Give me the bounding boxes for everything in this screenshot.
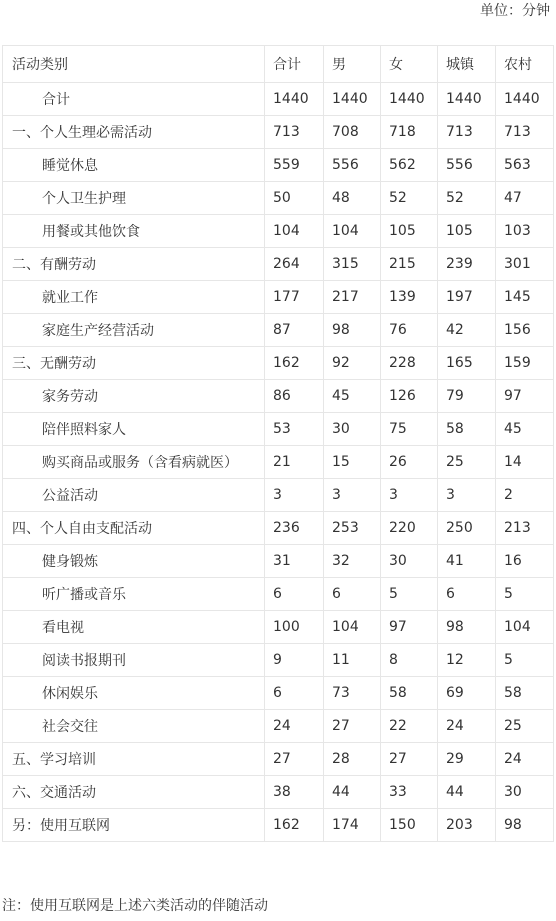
cell-female: 22 — [381, 710, 438, 743]
cell-male: 48 — [324, 182, 381, 215]
cell-female: 718 — [381, 116, 438, 149]
cell-urban: 197 — [438, 281, 496, 314]
cell-male: 3 — [324, 479, 381, 512]
cell-total: 264 — [265, 248, 324, 281]
cell-female: 105 — [381, 215, 438, 248]
table-row — [3, 413, 554, 446]
cell-urban: 58 — [438, 413, 496, 446]
cell-male: 104 — [324, 611, 381, 644]
cell-total: 31 — [265, 545, 324, 578]
column-header-rural: 农村 — [496, 46, 554, 83]
cell-rural: 5 — [496, 644, 554, 677]
row-label: 用餐或其他饮食 — [42, 224, 140, 240]
table-header-row — [3, 46, 554, 83]
table-row — [3, 182, 554, 215]
cell-urban: 41 — [438, 545, 496, 578]
cell-male: 253 — [324, 512, 381, 545]
row-label-cell — [3, 380, 265, 413]
row-label: 公益活动 — [42, 488, 98, 504]
row-label-cell — [3, 149, 265, 182]
cell-total: 24 — [265, 710, 324, 743]
cell-urban: 105 — [438, 215, 496, 248]
cell-total: 6 — [265, 677, 324, 710]
cell-urban: 25 — [438, 446, 496, 479]
row-label: 睡觉休息 — [42, 158, 98, 174]
cell-total: 9 — [265, 644, 324, 677]
cell-total: 236 — [265, 512, 324, 545]
cell-male: 708 — [324, 116, 381, 149]
table-row — [3, 281, 554, 314]
cell-male: 174 — [324, 809, 381, 842]
table-row — [3, 149, 554, 182]
row-label: 五、学习培训 — [12, 752, 96, 768]
cell-urban: 1440 — [438, 83, 496, 116]
cell-urban: 29 — [438, 743, 496, 776]
cell-total: 1440 — [265, 83, 324, 116]
time-use-table — [2, 45, 554, 842]
cell-total: 162 — [265, 347, 324, 380]
cell-total: 3 — [265, 479, 324, 512]
table-row — [3, 677, 554, 710]
cell-female: 220 — [381, 512, 438, 545]
row-label: 六、交通活动 — [12, 785, 96, 801]
cell-rural: 713 — [496, 116, 554, 149]
row-label-cell — [3, 479, 265, 512]
cell-male: 32 — [324, 545, 381, 578]
row-label: 三、无酬劳动 — [12, 356, 96, 372]
row-label-cell — [3, 611, 265, 644]
table-row — [3, 347, 554, 380]
cell-total: 21 — [265, 446, 324, 479]
cell-urban: 79 — [438, 380, 496, 413]
row-label: 家庭生产经营活动 — [42, 323, 154, 339]
cell-rural: 156 — [496, 314, 554, 347]
cell-female: 126 — [381, 380, 438, 413]
cell-male: 315 — [324, 248, 381, 281]
column-header-male: 男 — [324, 46, 381, 83]
cell-urban: 52 — [438, 182, 496, 215]
cell-female: 97 — [381, 611, 438, 644]
row-label-cell — [3, 446, 265, 479]
row-label-cell — [3, 545, 265, 578]
cell-rural: 1440 — [496, 83, 554, 116]
cell-female: 8 — [381, 644, 438, 677]
cell-urban: 3 — [438, 479, 496, 512]
row-label: 社会交往 — [42, 719, 98, 735]
cell-rural: 301 — [496, 248, 554, 281]
row-label-cell — [3, 281, 265, 314]
cell-male: 92 — [324, 347, 381, 380]
row-label-cell — [3, 413, 265, 446]
cell-total: 559 — [265, 149, 324, 182]
cell-female: 75 — [381, 413, 438, 446]
column-header-urban: 城镇 — [438, 46, 496, 83]
cell-rural: 30 — [496, 776, 554, 809]
cell-female: 26 — [381, 446, 438, 479]
row-label: 合计 — [42, 92, 70, 108]
table-row — [3, 809, 554, 842]
cell-rural: 97 — [496, 380, 554, 413]
row-label: 看电视 — [42, 620, 84, 636]
cell-rural: 47 — [496, 182, 554, 215]
cell-female: 139 — [381, 281, 438, 314]
row-label: 二、有酬劳动 — [12, 257, 96, 273]
footnote: 注：使用互联网是上述六类活动的伴随活动 — [2, 898, 268, 914]
row-label: 一、个人生理必需活动 — [12, 125, 152, 141]
cell-male: 45 — [324, 380, 381, 413]
row-label-cell — [3, 314, 265, 347]
column-header-category: 活动类别 — [3, 46, 265, 83]
unit-label: 单位：分钟 — [480, 3, 550, 19]
row-label-cell — [3, 512, 265, 545]
cell-female: 3 — [381, 479, 438, 512]
column-header-total: 合计 — [265, 46, 324, 83]
table-row — [3, 644, 554, 677]
table-row — [3, 479, 554, 512]
row-label-cell — [3, 215, 265, 248]
cell-urban: 239 — [438, 248, 496, 281]
cell-female: 33 — [381, 776, 438, 809]
row-label: 四、个人自由支配活动 — [12, 521, 152, 537]
cell-rural: 24 — [496, 743, 554, 776]
cell-urban: 165 — [438, 347, 496, 380]
cell-female: 30 — [381, 545, 438, 578]
cell-male: 98 — [324, 314, 381, 347]
row-label: 阅读书报期刊 — [42, 653, 126, 669]
cell-female: 5 — [381, 578, 438, 611]
row-label-cell — [3, 116, 265, 149]
cell-male: 15 — [324, 446, 381, 479]
cell-urban: 250 — [438, 512, 496, 545]
cell-urban: 98 — [438, 611, 496, 644]
cell-female: 228 — [381, 347, 438, 380]
table-row — [3, 446, 554, 479]
table-row — [3, 512, 554, 545]
row-label-cell — [3, 776, 265, 809]
cell-male: 27 — [324, 710, 381, 743]
cell-rural: 563 — [496, 149, 554, 182]
cell-male: 28 — [324, 743, 381, 776]
cell-rural: 58 — [496, 677, 554, 710]
cell-female: 52 — [381, 182, 438, 215]
table-row — [3, 116, 554, 149]
row-label-cell — [3, 578, 265, 611]
row-label: 听广播或音乐 — [42, 587, 126, 603]
cell-rural: 103 — [496, 215, 554, 248]
cell-rural: 213 — [496, 512, 554, 545]
row-label: 家务劳动 — [42, 389, 98, 405]
cell-rural: 25 — [496, 710, 554, 743]
cell-urban: 713 — [438, 116, 496, 149]
table-row — [3, 578, 554, 611]
cell-male: 1440 — [324, 83, 381, 116]
row-label: 购买商品或服务（含看病就医） — [42, 455, 238, 471]
cell-rural: 104 — [496, 611, 554, 644]
cell-male: 217 — [324, 281, 381, 314]
cell-female: 27 — [381, 743, 438, 776]
cell-rural: 45 — [496, 413, 554, 446]
row-label: 健身锻炼 — [42, 554, 98, 570]
table-row — [3, 743, 554, 776]
row-label-cell — [3, 644, 265, 677]
cell-male: 6 — [324, 578, 381, 611]
table-row — [3, 248, 554, 281]
table-row — [3, 776, 554, 809]
table-row — [3, 314, 554, 347]
cell-urban: 556 — [438, 149, 496, 182]
cell-rural: 98 — [496, 809, 554, 842]
cell-male: 556 — [324, 149, 381, 182]
cell-total: 38 — [265, 776, 324, 809]
cell-urban: 42 — [438, 314, 496, 347]
cell-rural: 5 — [496, 578, 554, 611]
row-label-cell — [3, 743, 265, 776]
cell-female: 150 — [381, 809, 438, 842]
row-label: 就业工作 — [42, 290, 98, 306]
cell-total: 53 — [265, 413, 324, 446]
cell-total: 104 — [265, 215, 324, 248]
row-label-cell — [3, 248, 265, 281]
row-label-cell — [3, 809, 265, 842]
cell-rural: 16 — [496, 545, 554, 578]
cell-rural: 145 — [496, 281, 554, 314]
cell-male: 11 — [324, 644, 381, 677]
table-row — [3, 611, 554, 644]
table-row — [3, 710, 554, 743]
cell-total: 27 — [265, 743, 324, 776]
table-row — [3, 215, 554, 248]
table-row — [3, 545, 554, 578]
cell-male: 73 — [324, 677, 381, 710]
cell-total: 86 — [265, 380, 324, 413]
cell-urban: 6 — [438, 578, 496, 611]
cell-male: 44 — [324, 776, 381, 809]
cell-urban: 69 — [438, 677, 496, 710]
cell-rural: 14 — [496, 446, 554, 479]
cell-male: 30 — [324, 413, 381, 446]
table-row — [3, 83, 554, 116]
cell-total: 50 — [265, 182, 324, 215]
row-label: 陪伴照料家人 — [42, 422, 126, 438]
row-label-cell — [3, 347, 265, 380]
cell-female: 215 — [381, 248, 438, 281]
cell-female: 1440 — [381, 83, 438, 116]
row-label: 另：使用互联网 — [12, 818, 110, 834]
cell-total: 177 — [265, 281, 324, 314]
cell-female: 562 — [381, 149, 438, 182]
row-label-cell — [3, 677, 265, 710]
cell-total: 87 — [265, 314, 324, 347]
cell-total: 100 — [265, 611, 324, 644]
cell-total: 6 — [265, 578, 324, 611]
cell-total: 713 — [265, 116, 324, 149]
cell-urban: 24 — [438, 710, 496, 743]
row-label-cell — [3, 710, 265, 743]
column-header-female: 女 — [381, 46, 438, 83]
row-label-cell — [3, 83, 265, 116]
cell-total: 162 — [265, 809, 324, 842]
cell-rural: 2 — [496, 479, 554, 512]
cell-female: 76 — [381, 314, 438, 347]
cell-female: 58 — [381, 677, 438, 710]
row-label-cell — [3, 182, 265, 215]
table-row — [3, 380, 554, 413]
cell-male: 104 — [324, 215, 381, 248]
row-label: 个人卫生护理 — [42, 191, 126, 207]
cell-urban: 203 — [438, 809, 496, 842]
row-label: 休闲娱乐 — [42, 686, 98, 702]
cell-rural: 159 — [496, 347, 554, 380]
cell-urban: 12 — [438, 644, 496, 677]
cell-urban: 44 — [438, 776, 496, 809]
